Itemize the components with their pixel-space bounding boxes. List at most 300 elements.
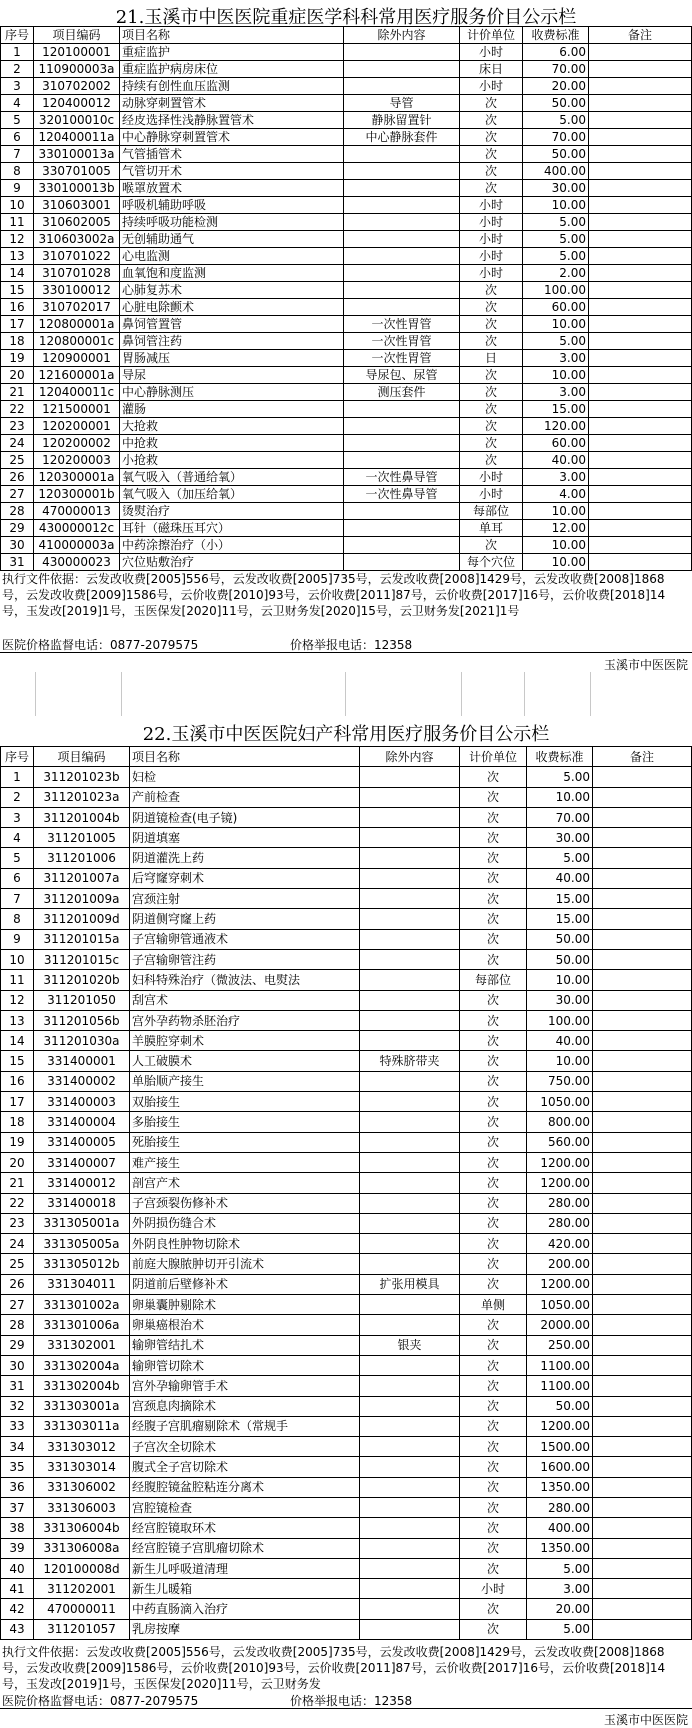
fee-standard-cell: 120.00 — [523, 418, 589, 435]
remarks-cell — [593, 929, 692, 949]
fee-standard-cell: 50.00 — [527, 949, 593, 969]
excluded-content-cell — [344, 265, 460, 282]
item-code-cell: 311202001 — [34, 1579, 130, 1599]
fee-standard-cell: 5.00 — [523, 214, 589, 231]
remarks-cell — [589, 554, 692, 571]
remarks-cell — [593, 787, 692, 807]
fee-standard-cell: 40.00 — [527, 1031, 593, 1051]
pricing-unit-cell: 小时 — [460, 248, 523, 265]
pricing-unit-cell: 次 — [460, 1031, 527, 1051]
table-row — [1, 112, 692, 129]
row-number-cell: 7 — [1, 889, 34, 909]
item-code-cell: 331400018 — [34, 1193, 130, 1213]
item-name-cell: 小抢救 — [120, 452, 344, 469]
pricing-unit-cell: 每部位 — [460, 970, 527, 990]
pricing-unit-cell: 次 — [460, 1518, 527, 1538]
row-number-cell: 8 — [1, 163, 34, 180]
excluded-content-cell — [360, 889, 460, 909]
row-number-cell: 13 — [1, 248, 34, 265]
remarks-cell — [589, 350, 692, 367]
table-row — [1, 1315, 692, 1335]
table-row — [1, 909, 692, 929]
item-code-cell: 331301002a — [34, 1295, 130, 1315]
item-code-cell: 120100008d — [34, 1558, 130, 1578]
table-row — [1, 1132, 692, 1152]
item-code-cell: 120200002 — [34, 435, 120, 452]
excluded-content-cell — [360, 1619, 460, 1639]
pricing-unit-cell: 次 — [460, 129, 523, 146]
row-number-cell: 32 — [1, 1396, 34, 1416]
excluded-content-cell — [360, 1152, 460, 1172]
fee-standard-cell: 60.00 — [523, 435, 589, 452]
item-code-cell: 331302004a — [34, 1355, 130, 1375]
remarks-cell — [593, 1477, 692, 1497]
item-code-cell: 430000023 — [34, 554, 120, 571]
excluded-content-cell — [344, 401, 460, 418]
item-code-cell: 311201023a — [34, 787, 130, 807]
remarks-cell — [593, 990, 692, 1010]
row-number-cell: 4 — [1, 95, 34, 112]
row-number-cell: 6 — [1, 129, 34, 146]
row-number-cell: 16 — [1, 299, 34, 316]
pricing-unit-cell: 次 — [460, 929, 527, 949]
pricing-unit-cell: 次 — [460, 1193, 527, 1213]
fee-standard-cell: 10.00 — [523, 503, 589, 520]
row-number-cell: 35 — [1, 1457, 34, 1477]
item-code-cell: 311201057 — [34, 1619, 130, 1639]
pricing-unit-cell: 次 — [460, 848, 527, 868]
pricing-unit-cell: 小时 — [460, 78, 523, 95]
item-code-cell: 320100010c — [34, 112, 120, 129]
pricing-unit-cell: 次 — [460, 1497, 527, 1517]
remarks-cell — [593, 1234, 692, 1254]
item-name-cell: 气管切开术 — [120, 163, 344, 180]
excluded-content-cell — [360, 1558, 460, 1578]
row-number-cell: 10 — [1, 949, 34, 969]
fee-standard-cell: 5.00 — [527, 767, 593, 787]
remarks-cell — [589, 537, 692, 554]
fee-standard-cell: 1500.00 — [527, 1437, 593, 1457]
item-name-cell: 产前检查 — [130, 787, 360, 807]
fee-standard-cell: 5.00 — [523, 231, 589, 248]
excluded-content-cell — [344, 44, 460, 61]
pricing-unit-cell: 次 — [460, 180, 523, 197]
pricing-unit-cell: 日 — [460, 350, 523, 367]
item-code-cell: 331400007 — [34, 1152, 130, 1172]
pricing-unit-cell: 次 — [460, 1437, 527, 1457]
excluded-content-cell — [360, 868, 460, 888]
item-code-cell: 310602005 — [34, 214, 120, 231]
pricing-unit-cell: 次 — [460, 146, 523, 163]
remarks-cell — [589, 78, 692, 95]
item-name-cell: 经腹腔镜盆腔粘连分离术 — [130, 1477, 360, 1497]
row-number-cell: 19 — [1, 350, 34, 367]
pricing-unit-cell: 次 — [460, 767, 527, 787]
item-name-cell: 中心静脉穿刺置管术 — [120, 129, 344, 146]
item-code-cell: 120200003 — [34, 452, 120, 469]
item-code-cell: 311201006 — [34, 848, 130, 868]
remarks-cell — [589, 452, 692, 469]
table-row — [1, 787, 692, 807]
row-number-cell: 34 — [1, 1437, 34, 1457]
remarks-cell — [593, 1599, 692, 1619]
remarks-cell — [589, 95, 692, 112]
pricing-unit-cell: 次 — [460, 909, 527, 929]
table-row — [1, 868, 692, 888]
table-row — [1, 248, 692, 265]
row-number-cell: 21 — [1, 1173, 34, 1193]
table-row — [1, 537, 692, 554]
pricing-unit-cell: 次 — [460, 1112, 527, 1132]
fee-standard-cell: 6.00 — [523, 44, 589, 61]
remarks-cell — [593, 848, 692, 868]
section-title: 22.玉溪市中医医院妇产科常用医疗服务价目公示栏 — [142, 724, 550, 745]
remarks-cell — [589, 486, 692, 503]
row-number-cell: 6 — [1, 868, 34, 888]
item-name-cell: 经腹子宫肌瘤剔除术（常规手 — [130, 1416, 360, 1436]
item-code-cell: 121600001a — [34, 367, 120, 384]
excluded-content-cell: 一次性胃管 — [344, 350, 460, 367]
fee-standard-cell: 50.00 — [527, 929, 593, 949]
excluded-content-cell — [360, 1112, 460, 1132]
pricing-unit-cell: 次 — [460, 1213, 527, 1233]
row-number-cell: 16 — [1, 1071, 34, 1091]
remarks-cell — [589, 180, 692, 197]
column-header-excluded-content: 除外内容 — [360, 747, 460, 767]
pricing-unit-cell: 次 — [460, 418, 523, 435]
item-code-cell: 331305012b — [34, 1254, 130, 1274]
fee-standard-cell: 280.00 — [527, 1497, 593, 1517]
remarks-cell — [593, 1274, 692, 1294]
item-code-cell: 331302001 — [34, 1335, 130, 1355]
table-row — [1, 1558, 692, 1578]
table-row — [1, 1579, 692, 1599]
fee-standard-cell: 3.00 — [527, 1579, 593, 1599]
excluded-content-cell: 扩张用模具 — [360, 1274, 460, 1294]
item-code-cell: 120800001a — [34, 316, 120, 333]
column-header-pricing-unit: 计价单位 — [460, 27, 523, 44]
row-number-cell: 25 — [1, 452, 34, 469]
pricing-unit-cell: 小时 — [460, 1579, 527, 1599]
item-code-cell: 311201050 — [34, 990, 130, 1010]
fee-standard-cell: 10.00 — [527, 970, 593, 990]
item-code-cell: 331301006a — [34, 1315, 130, 1335]
table-row — [1, 1010, 692, 1030]
excluded-content-cell — [344, 418, 460, 435]
fee-standard-cell: 12.00 — [523, 520, 589, 537]
excluded-content-cell — [360, 1497, 460, 1517]
item-code-cell: 311201007a — [34, 868, 130, 888]
table-row — [1, 520, 692, 537]
pricing-unit-cell: 次 — [460, 316, 523, 333]
item-name-cell: 经宫腔镜子宫肌瘤切除术 — [130, 1538, 360, 1558]
remarks-cell — [593, 1112, 692, 1132]
item-name-cell: 呼吸机辅助呼吸 — [120, 197, 344, 214]
pricing-unit-cell: 次 — [460, 1274, 527, 1294]
fee-standard-cell: 70.00 — [523, 61, 589, 78]
pricing-unit-cell: 次 — [460, 537, 523, 554]
supervision-phone: 医院价格监督电话：0877-2079575 — [2, 1694, 199, 1708]
table-row — [1, 316, 692, 333]
excluded-content-cell — [360, 1213, 460, 1233]
row-number-cell: 14 — [1, 265, 34, 282]
excluded-content-cell — [360, 1193, 460, 1213]
fee-standard-cell: 10.00 — [523, 197, 589, 214]
excluded-content-cell — [360, 909, 460, 929]
row-number-cell: 43 — [1, 1619, 34, 1639]
item-name-cell: 宫外孕药物杀胚治疗 — [130, 1010, 360, 1030]
pricing-unit-cell: 每部位 — [460, 503, 523, 520]
row-number-cell: 42 — [1, 1599, 34, 1619]
pricing-unit-cell: 次 — [460, 1538, 527, 1558]
item-name-cell: 气管插管术 — [120, 146, 344, 163]
row-number-cell: 33 — [1, 1416, 34, 1436]
table-row — [1, 78, 692, 95]
item-name-cell: 喉罩放置术 — [120, 180, 344, 197]
item-code-cell: 470000011 — [34, 1599, 130, 1619]
remarks-cell — [589, 163, 692, 180]
row-number-cell: 29 — [1, 520, 34, 537]
table-row — [1, 929, 692, 949]
item-name-cell: 阴道填塞 — [130, 828, 360, 848]
table-row — [1, 401, 692, 418]
remarks-cell — [593, 1213, 692, 1233]
item-code-cell: 311201015c — [34, 949, 130, 969]
fee-standard-cell: 70.00 — [527, 807, 593, 827]
fee-standard-cell: 20.00 — [527, 1599, 593, 1619]
item-code-cell: 310701028 — [34, 265, 120, 282]
item-name-cell: 中药涂擦治疗（小） — [120, 537, 344, 554]
fee-standard-cell: 200.00 — [527, 1254, 593, 1274]
item-name-cell: 烫熨治疗 — [120, 503, 344, 520]
table-row — [1, 180, 692, 197]
row-number-cell: 26 — [1, 1274, 34, 1294]
item-code-cell: 331303011a — [34, 1416, 130, 1436]
remarks-cell — [593, 1416, 692, 1436]
pricing-unit-cell: 次 — [460, 1071, 527, 1091]
table-row — [1, 1031, 692, 1051]
excluded-content-cell — [360, 929, 460, 949]
table-row — [1, 1437, 692, 1457]
pricing-unit-cell: 床日 — [460, 61, 523, 78]
row-number-cell: 11 — [1, 970, 34, 990]
remarks-cell — [589, 435, 692, 452]
excluded-content-cell — [360, 767, 460, 787]
blank-spacer-grid — [0, 672, 692, 716]
column-header-remarks: 备注 — [589, 27, 692, 44]
excluded-content-cell — [344, 214, 460, 231]
remarks-cell — [593, 1437, 692, 1457]
item-code-cell: 311201004b — [34, 807, 130, 827]
row-number-cell: 15 — [1, 1051, 34, 1071]
row-number-cell: 29 — [1, 1335, 34, 1355]
supervision-phone: 医院价格监督电话：0877-2079575 — [2, 638, 199, 652]
column-header-remarks: 备注 — [593, 747, 692, 767]
pricing-unit-cell: 次 — [460, 1335, 527, 1355]
remarks-cell — [589, 146, 692, 163]
report-phone: 价格举报电话：12358 — [290, 1694, 413, 1708]
item-name-cell: 人工破膜术 — [130, 1051, 360, 1071]
pricing-unit-cell: 次 — [460, 401, 523, 418]
pricing-unit-cell: 小时 — [460, 486, 523, 503]
row-number-cell: 19 — [1, 1132, 34, 1152]
fee-standard-cell: 280.00 — [527, 1193, 593, 1213]
excluded-content-cell — [360, 1477, 460, 1497]
hospital-name: 玉溪市中医医院 — [603, 1713, 688, 1727]
pricing-unit-cell: 次 — [460, 1051, 527, 1071]
remarks-cell — [589, 197, 692, 214]
item-code-cell: 311201056b — [34, 1010, 130, 1030]
row-number-cell: 7 — [1, 146, 34, 163]
item-code-cell: 120400011a — [34, 129, 120, 146]
row-number-cell: 9 — [1, 180, 34, 197]
fee-standard-cell: 10.00 — [527, 787, 593, 807]
row-number-cell: 1 — [1, 767, 34, 787]
fee-standard-cell: 10.00 — [523, 316, 589, 333]
excluded-content-cell — [344, 452, 460, 469]
excluded-content-cell: 一次性胃管 — [344, 316, 460, 333]
excluded-content-cell — [360, 787, 460, 807]
table-row — [1, 1335, 692, 1355]
section-title: 21.玉溪市中医医院重症医学科科常用医疗服务价目公示栏 — [115, 7, 577, 28]
fee-standard-cell: 10.00 — [523, 554, 589, 571]
table-row — [1, 1254, 692, 1274]
table-row — [1, 828, 692, 848]
table-row — [1, 1051, 692, 1071]
item-name-cell: 鼻饲管置管 — [120, 316, 344, 333]
fee-standard-cell: 2.00 — [523, 265, 589, 282]
item-code-cell: 331306002 — [34, 1477, 130, 1497]
item-name-cell: 羊膜腔穿刺术 — [130, 1031, 360, 1051]
pricing-unit-cell: 小时 — [460, 469, 523, 486]
remarks-cell — [589, 384, 692, 401]
fee-standard-cell: 4.00 — [523, 486, 589, 503]
item-name-cell: 前庭大腺脓肿切开引流术 — [130, 1254, 360, 1274]
item-code-cell: 330100013b — [34, 180, 120, 197]
pricing-unit-cell: 次 — [460, 435, 523, 452]
row-number-cell: 20 — [1, 367, 34, 384]
column-header-item-code: 项目编码 — [34, 27, 120, 44]
item-name-cell: 子宫输卵管通液术 — [130, 929, 360, 949]
excluded-content-cell: 中心静脉套件 — [344, 129, 460, 146]
price-table — [0, 26, 692, 571]
fee-standard-cell: 1600.00 — [527, 1457, 593, 1477]
fee-standard-cell: 1200.00 — [527, 1416, 593, 1436]
table-row — [1, 1599, 692, 1619]
remarks-cell — [589, 520, 692, 537]
pricing-unit-cell: 次 — [460, 452, 523, 469]
excluded-content-cell — [360, 1254, 460, 1274]
row-number-cell: 11 — [1, 214, 34, 231]
item-name-cell: 乳房按摩 — [130, 1619, 360, 1639]
pricing-unit-cell: 次 — [460, 1558, 527, 1578]
pricing-unit-cell: 次 — [460, 949, 527, 969]
fee-standard-cell: 5.00 — [527, 1558, 593, 1578]
remarks-cell — [593, 1295, 692, 1315]
fee-standard-cell: 3.00 — [523, 469, 589, 486]
pricing-unit-cell: 次 — [460, 1599, 527, 1619]
table-row — [1, 299, 692, 316]
excluded-content-cell — [344, 146, 460, 163]
fee-standard-cell: 5.00 — [523, 333, 589, 350]
fee-standard-cell: 30.00 — [527, 990, 593, 1010]
excluded-content-cell — [360, 1538, 460, 1558]
item-code-cell: 331306004b — [34, 1518, 130, 1538]
row-number-cell: 5 — [1, 848, 34, 868]
remarks-cell — [593, 1518, 692, 1538]
excluded-content-cell — [360, 1315, 460, 1335]
item-name-cell: 持续呼吸功能检测 — [120, 214, 344, 231]
excluded-content-cell — [360, 949, 460, 969]
table-row — [1, 1193, 692, 1213]
excluded-content-cell — [360, 1579, 460, 1599]
excluded-content-cell — [360, 807, 460, 827]
item-code-cell: 311201009d — [34, 909, 130, 929]
excluded-content-cell — [360, 1071, 460, 1091]
table-row — [1, 265, 692, 282]
remarks-cell — [593, 1558, 692, 1578]
item-code-cell: 311201009a — [34, 889, 130, 909]
remarks-cell — [589, 248, 692, 265]
remarks-cell — [593, 1315, 692, 1335]
item-name-cell: 氧气吸入（普通给氧） — [120, 469, 344, 486]
item-name-cell: 阴道前后壁修补术 — [130, 1274, 360, 1294]
item-code-cell: 331305001a — [34, 1213, 130, 1233]
remarks-cell — [593, 1376, 692, 1396]
pricing-unit-cell: 次 — [460, 1152, 527, 1172]
remarks-cell — [593, 767, 692, 787]
fee-standard-cell: 1200.00 — [527, 1173, 593, 1193]
table-row — [1, 1355, 692, 1375]
pricing-unit-cell: 次 — [460, 889, 527, 909]
remarks-cell — [593, 1071, 692, 1091]
remarks-cell — [593, 1254, 692, 1274]
pricing-unit-cell: 次 — [460, 1254, 527, 1274]
column-header-item-name: 项目名称 — [120, 27, 344, 44]
fee-standard-cell: 1100.00 — [527, 1355, 593, 1375]
row-number-cell: 12 — [1, 231, 34, 248]
remarks-cell — [593, 828, 692, 848]
item-name-cell: 输卵管结扎术 — [130, 1335, 360, 1355]
row-number-cell: 41 — [1, 1579, 34, 1599]
remarks-cell — [589, 299, 692, 316]
fee-standard-cell: 2000.00 — [527, 1315, 593, 1335]
item-code-cell: 120300001a — [34, 469, 120, 486]
column-header-row-number: 序号 — [1, 747, 34, 767]
item-name-cell: 单胎顺产接生 — [130, 1071, 360, 1091]
item-code-cell: 121500001 — [34, 401, 120, 418]
excluded-content-cell — [360, 1355, 460, 1375]
fee-standard-cell: 750.00 — [527, 1071, 593, 1091]
item-code-cell: 331400003 — [34, 1092, 130, 1112]
item-name-cell: 动脉穿刺置管术 — [120, 95, 344, 112]
row-number-cell: 27 — [1, 486, 34, 503]
table-row — [1, 435, 692, 452]
item-name-cell: 难产接生 — [130, 1152, 360, 1172]
row-number-cell: 20 — [1, 1152, 34, 1172]
item-name-cell: 子宫颈裂伤修补术 — [130, 1193, 360, 1213]
item-name-cell: 持续有创性血压监测 — [120, 78, 344, 95]
pricing-unit-cell: 次 — [460, 95, 523, 112]
item-name-cell: 腹式全子宫切除术 — [130, 1457, 360, 1477]
fee-standard-cell: 100.00 — [527, 1010, 593, 1030]
remarks-cell — [593, 1031, 692, 1051]
remarks-cell — [593, 949, 692, 969]
excluded-content-cell — [344, 537, 460, 554]
row-number-cell: 37 — [1, 1497, 34, 1517]
table-row — [1, 214, 692, 231]
table-row — [1, 1376, 692, 1396]
